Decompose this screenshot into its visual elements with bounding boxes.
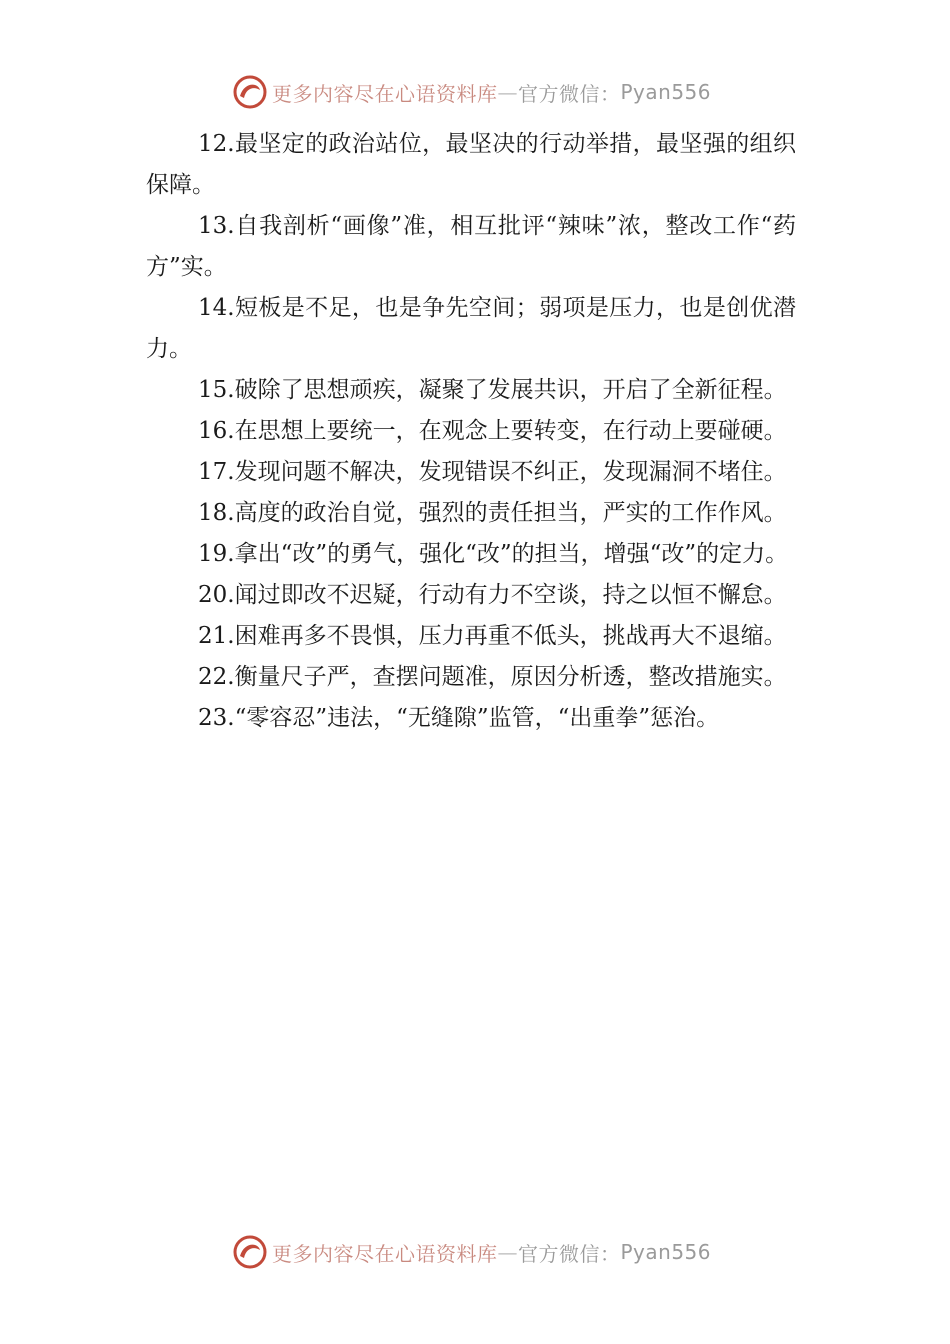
list-item: 19.拿出“改”的勇气，强化“改”的担当，增强“改”的定力。 [198,541,789,567]
list-item: 21.困难再多不畏惧，压力再重不低头，挑战再大不退缩。 [198,623,787,649]
list-item: 14.短板是不足，也是争先空间；弱项是压力，也是创优潜力。 [146,295,796,362]
watermark-text: 更多内容尽在心语资料库 [272,81,498,106]
watermark-id: Pyan556 [620,80,712,104]
list-item: 22.衡量尺子严，查摆问题准，原因分析透，整改措施实。 [198,664,787,690]
swirl-logo-icon [232,74,268,110]
watermark-separator: — [497,1240,518,1264]
document-body [146,124,796,739]
swirl-logo-icon [232,1234,268,1270]
list-item: 13.自我剖析“画像”准，相互批评“辣味”浓，整改工作“药方”实。 [146,213,796,280]
list-item: 16.在思想上要统一，在观念上要转变，在行动上要碰硬。 [198,418,787,444]
list-item: 18.高度的政治自觉，强烈的责任担当，严实的工作作风。 [198,500,787,526]
list-item: 17.发现问题不解决，发现错误不纠正，发现漏洞不堵住。 [198,459,787,485]
watermark-label: 官方微信： [518,1241,621,1266]
watermark-footer [232,1232,752,1272]
watermark-id: Pyan556 [620,1240,712,1264]
watermark-header [232,72,752,112]
watermark-label: 官方微信： [518,81,621,106]
list-item: 20.闻过即改不迟疑，行动有力不空谈，持之以恒不懈怠。 [198,582,787,608]
list-item: 23.“零容忍”违法，“无缝隙”监管，“出重拳”惩治。 [198,705,720,731]
list-item: 12.最坚定的政治站位，最坚决的行动举措，最坚强的组织保障。 [146,131,796,198]
watermark-text: 更多内容尽在心语资料库 [272,1241,498,1266]
watermark-separator: — [497,80,518,104]
list-item: 15.破除了思想顽疾，凝聚了发展共识，开启了全新征程。 [198,377,787,403]
